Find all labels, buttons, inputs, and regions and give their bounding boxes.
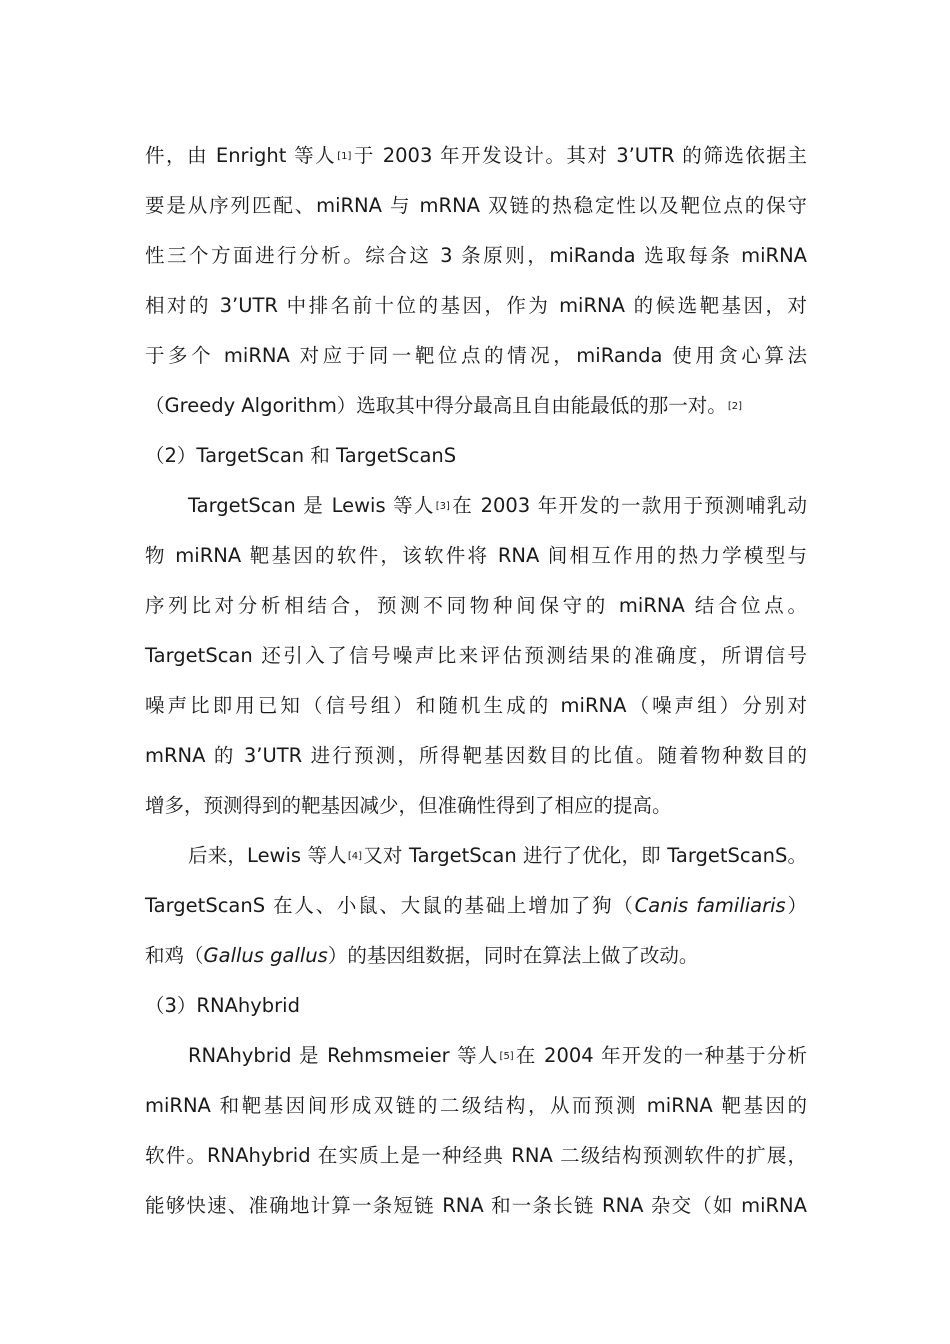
- line-text: mRNA 的 3’UTR 进行预测，所得靶基因数目的比值。随着物种数目的: [145, 743, 807, 767]
- line-text: 在 2003 年开发的一款用于预测哺乳动: [450, 493, 807, 517]
- line-text: 和鸡（: [145, 943, 204, 967]
- text-line-6: [145, 381, 807, 431]
- text-line-17: [145, 931, 807, 981]
- line-text: ）的基因组数据，同时在算法上做了改动。: [327, 943, 699, 967]
- text-line-11: [145, 631, 807, 681]
- text-line-22: [145, 1181, 807, 1231]
- text-line-20: [145, 1081, 807, 1131]
- text-line-4: [145, 281, 807, 331]
- heading-text: （3）RNAhybrid: [145, 993, 300, 1017]
- text-line-3: [145, 231, 807, 281]
- line-text: TargetScan 还引入了信号噪声比来评估预测结果的准确度，所谓信号: [145, 643, 807, 667]
- heading-text: （2）TargetScan 和 TargetScanS: [145, 443, 457, 467]
- text-line-10: [145, 581, 807, 631]
- section-heading-rnahybrid: [145, 981, 807, 1031]
- line-text: RNAhybrid 是 Rehmsmeier 等人: [188, 1043, 499, 1067]
- line-text: 要是从序列匹配、miRNA 与 mRNA 双链的热稳定性以及靶位点的保守: [145, 193, 807, 217]
- line-text: 又对 TargetScan 进行了优化，即 TargetScanS。: [363, 843, 807, 867]
- text-line-9: [145, 531, 807, 581]
- citation-ref-1: [1]: [337, 150, 352, 162]
- line-text: 相对的 3’UTR 中排名前十位的基因，作为 miRNA 的候选靶基因，对: [145, 293, 807, 317]
- citation-ref-3: [3]: [435, 500, 450, 512]
- line-text: TargetScan 是 Lewis 等人: [188, 493, 435, 517]
- citation-ref-4: [4]: [347, 850, 363, 862]
- text-line-15: [188, 831, 807, 881]
- text-line-14: [145, 781, 807, 831]
- line-text: 序列比对分析相结合，预测不同物种间保守的 miRNA 结合位点。: [145, 593, 807, 617]
- species-name: Gallus gallus: [203, 943, 328, 967]
- line-text: miRNA 和靶基因间形成双链的二级结构，从而预测 miRNA 靶基因的: [145, 1093, 807, 1117]
- text-line-1: [145, 131, 807, 181]
- text-line-21: [145, 1131, 807, 1181]
- line-text: 能够快速、准确地计算一条短链 RNA 和一条长链 RNA 杂交（如 miRNA: [145, 1193, 807, 1217]
- line-text: 在 2004 年开发的一种基于分析: [514, 1043, 807, 1067]
- line-text: ）: [785, 893, 807, 917]
- text-line-13: [145, 731, 807, 781]
- text-line-12: [145, 681, 807, 731]
- line-text: 增多，预测得到的靶基因减少，但准确性得到了相应的提高。: [145, 793, 672, 817]
- line-text: 软件。RNAhybrid 在实质上是一种经典 RNA 二级结构预测软件的扩展，: [145, 1143, 807, 1167]
- citation-ref-5: [5]: [499, 1050, 514, 1062]
- line-text: 噪声比即用已知（信号组）和随机生成的 miRNA（噪声组）分别对: [145, 693, 807, 717]
- text-line-8: [188, 481, 807, 531]
- line-text: 后来，Lewis 等人: [188, 843, 347, 867]
- line-text: 于 2003 年开发设计。其对 3’UTR 的筛选依据主: [352, 143, 807, 167]
- citation-ref-2: [2]: [727, 400, 742, 412]
- line-text: 物 miRNA 靶基因的软件，该软件将 RNA 间相互作用的热力学模型与: [145, 543, 807, 567]
- line-text: TargetScanS 在人、小鼠、大鼠的基础上增加了狗（: [145, 893, 635, 917]
- text-line-19: [188, 1031, 807, 1081]
- text-line-16: [145, 881, 807, 931]
- section-heading-targetscan: [145, 431, 807, 481]
- line-text: 件，由 Enright 等人: [145, 143, 337, 167]
- line-text: （Greedy Algorithm）选取其中得分最高且自由能最低的那一对。: [145, 393, 727, 417]
- text-line-5: [145, 331, 807, 381]
- line-text: 于多个 miRNA 对应于同一靶位点的情况，miRanda 使用贪心算法: [145, 343, 807, 367]
- line-text: 性三个方面进行分析。综合这 3 条原则，miRanda 选取每条 miRNA: [145, 243, 807, 267]
- species-name: Canis familiaris: [634, 893, 786, 917]
- text-line-2: [145, 181, 807, 231]
